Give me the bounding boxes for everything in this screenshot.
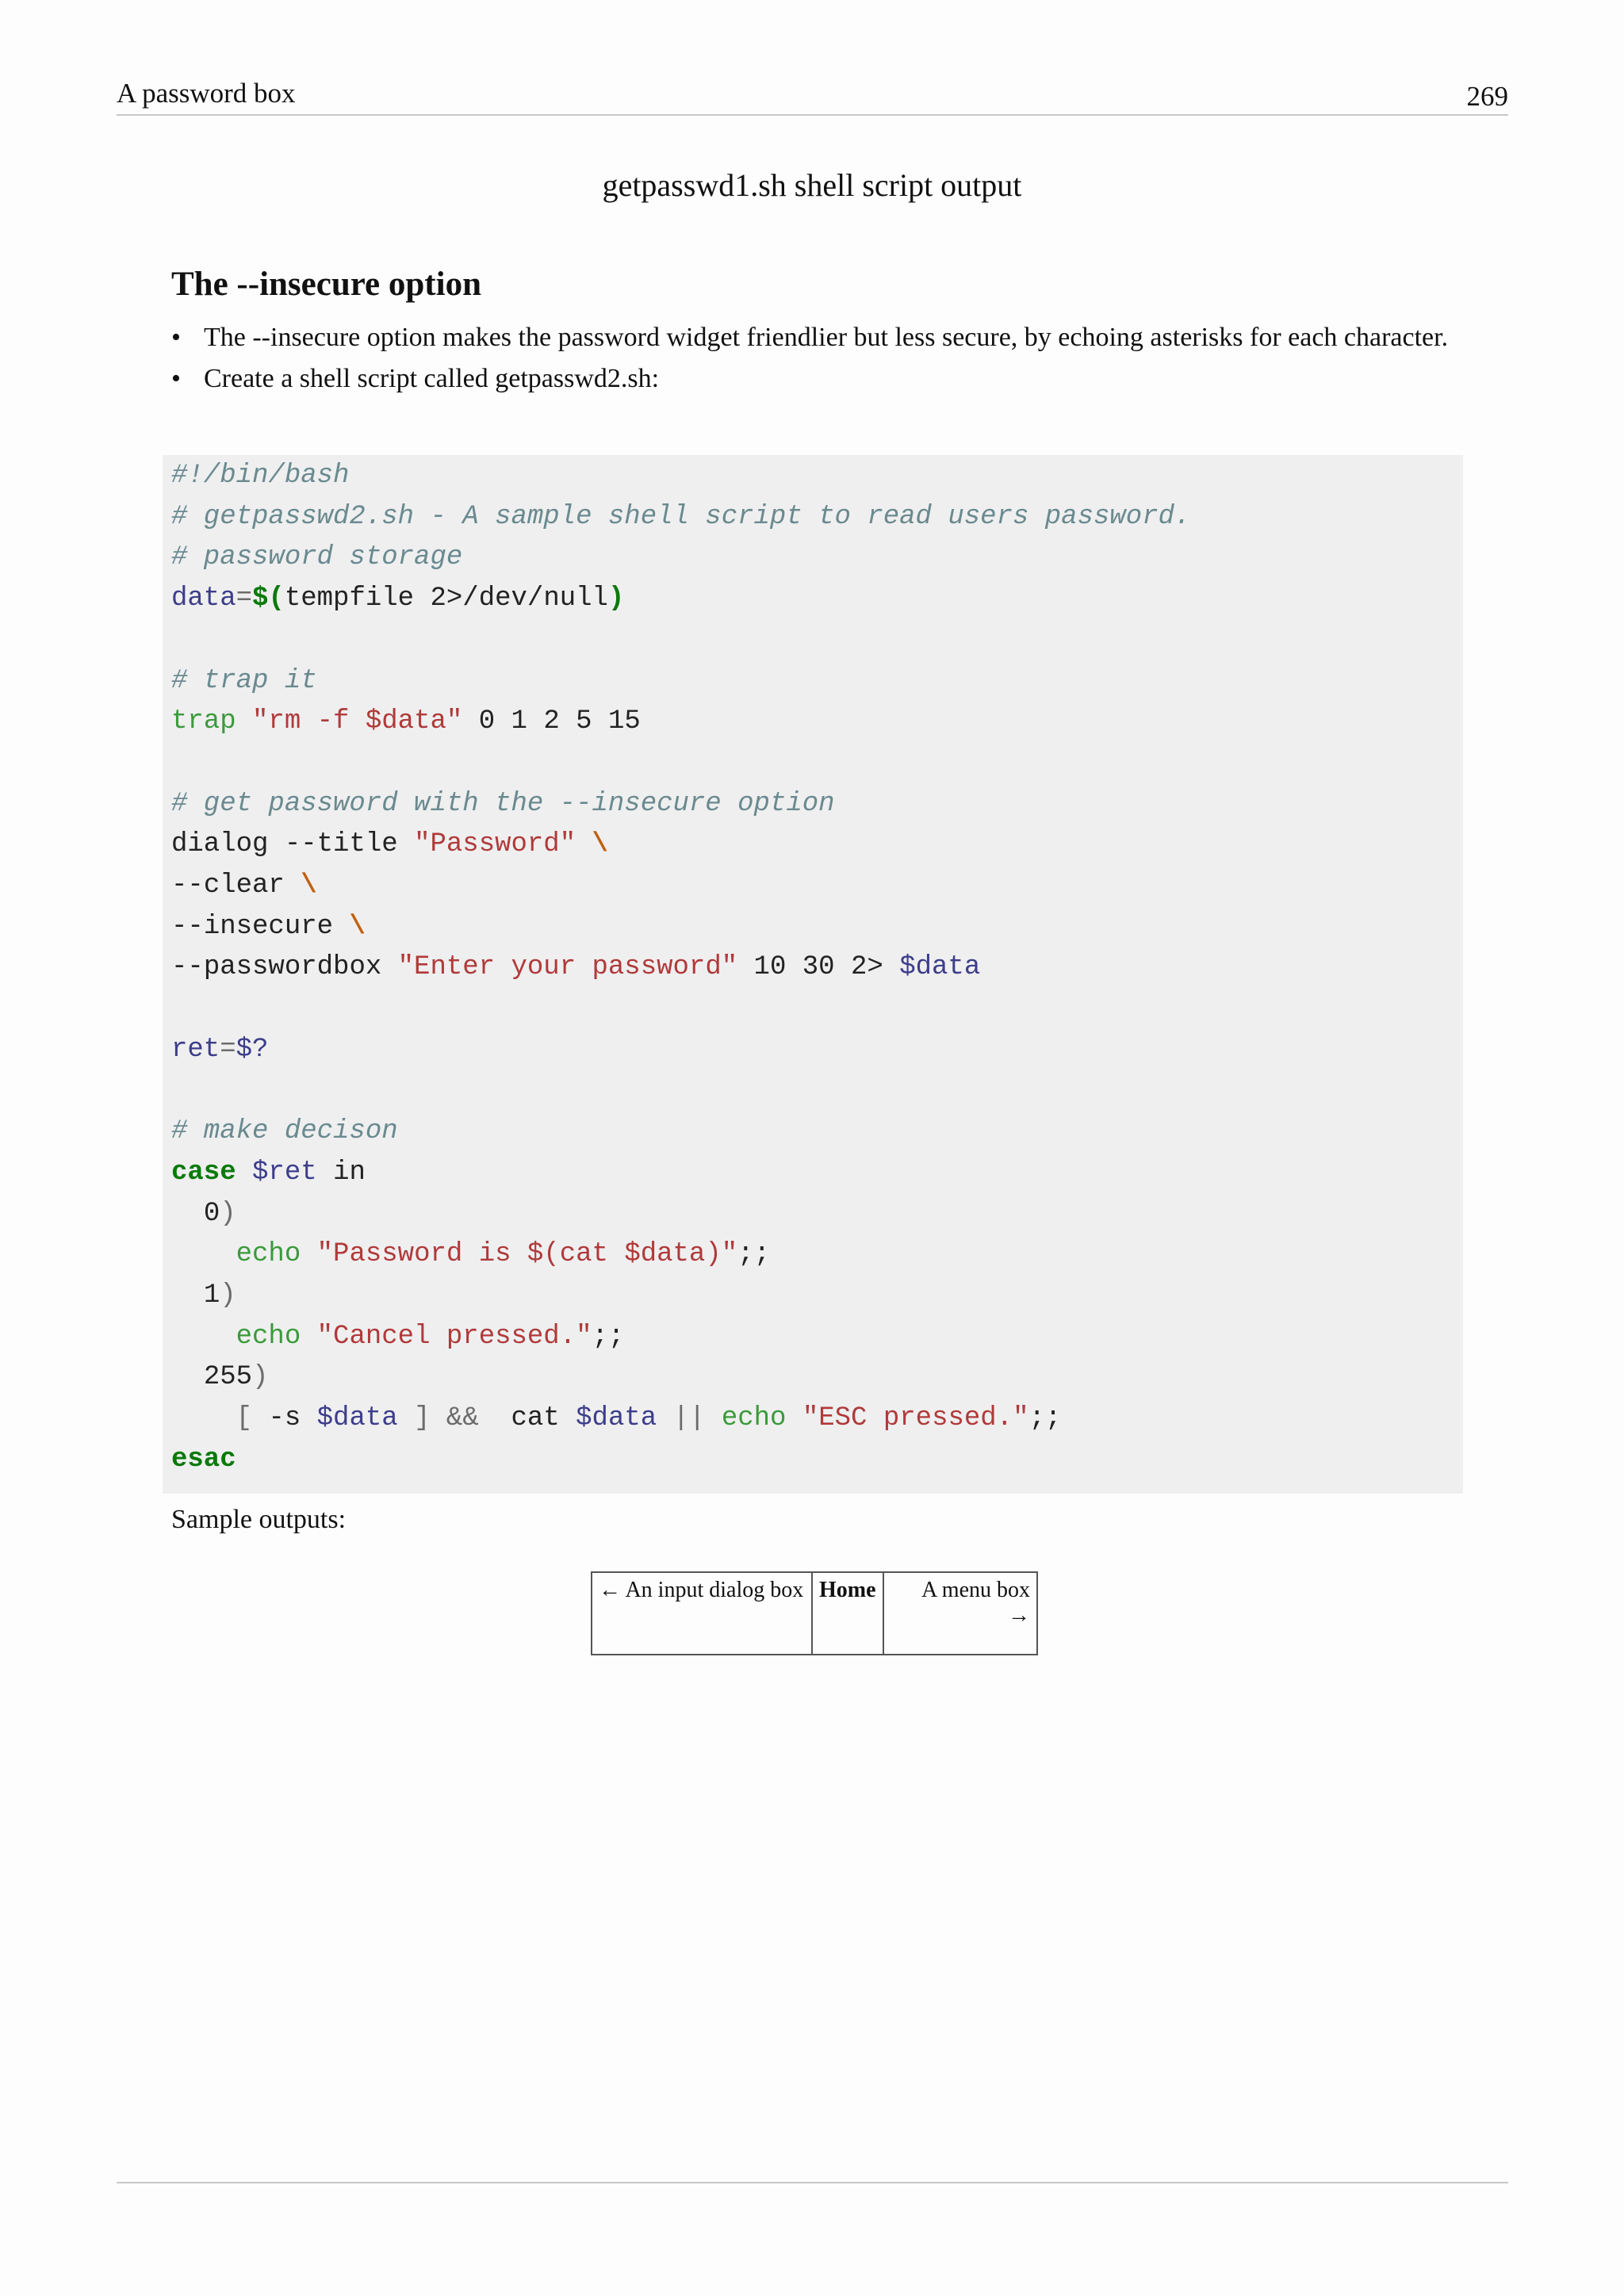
running-title: A password box (117, 78, 296, 109)
bullet-icon: • (171, 364, 181, 393)
bullet-text: Create a shell script called getpasswd2.sh: (204, 364, 660, 393)
next-link-label[interactable]: A menu box (921, 1578, 1030, 1602)
code-line: --insecure \ (171, 911, 366, 942)
code-line: [ -s $data ] && cat $data || echo "ESC pressed.";; (236, 1403, 1062, 1434)
code-line: # trap it (171, 665, 317, 696)
code-line: 1) (203, 1280, 236, 1311)
figure-caption: getpasswd1.sh shell script output (602, 167, 1022, 203)
code-line: trap "rm -f $data" 0 1 2 5 15 (171, 706, 641, 737)
code-line: # password storage (171, 542, 463, 573)
code-line: echo "Cancel pressed.";; (236, 1321, 625, 1352)
page-number: 269 (1466, 81, 1508, 112)
code-line: 0) (203, 1198, 236, 1229)
home-link-label[interactable]: Home (819, 1578, 876, 1602)
list-item (171, 317, 1456, 358)
code-line: #!/bin/bash (171, 461, 350, 491)
code-line: # get password with the --insecure option (171, 788, 835, 819)
code-line: data=$(tempfile 2>/dev/null) (171, 584, 625, 614)
code-line: dialog --title "Password" \ (171, 829, 608, 860)
code-line: 255) (203, 1362, 269, 1393)
code-block (163, 455, 1463, 1494)
code-line: ret=$? (171, 1034, 269, 1065)
code-line: --clear \ (171, 871, 317, 901)
code-line: # make decison (171, 1116, 398, 1147)
bullet-text: The --insecure option makes the password widget friendlier but less secure, by echoing asterisks for each character. (204, 323, 1449, 352)
page-header (117, 78, 1508, 116)
prev-link-label[interactable]: ← An input dialog box (599, 1578, 804, 1602)
home-link[interactable] (812, 1572, 883, 1655)
sample-outputs-label: Sample outputs: (171, 1505, 347, 1534)
code-line: case $ret in (171, 1157, 366, 1188)
right-arrow-icon[interactable]: → (1008, 1603, 1030, 1628)
code-line: esac (171, 1444, 236, 1475)
list-item (171, 358, 1456, 400)
footer-rule (117, 2182, 1508, 2183)
navigation-table (591, 1571, 1038, 1655)
code-line: # getpasswd2.sh - A sample shell script to read users password. (171, 501, 1191, 532)
code-line: --passwordbox "Enter your password" 10 30 2> $data (171, 952, 981, 983)
code-line: echo "Password is $(cat $data)";; (236, 1239, 770, 1270)
bullet-list (171, 317, 1456, 400)
prev-link[interactable] (592, 1572, 812, 1655)
next-link[interactable] (883, 1572, 1037, 1655)
bullet-icon: • (171, 323, 181, 352)
section-heading: The --insecure option (171, 266, 481, 303)
